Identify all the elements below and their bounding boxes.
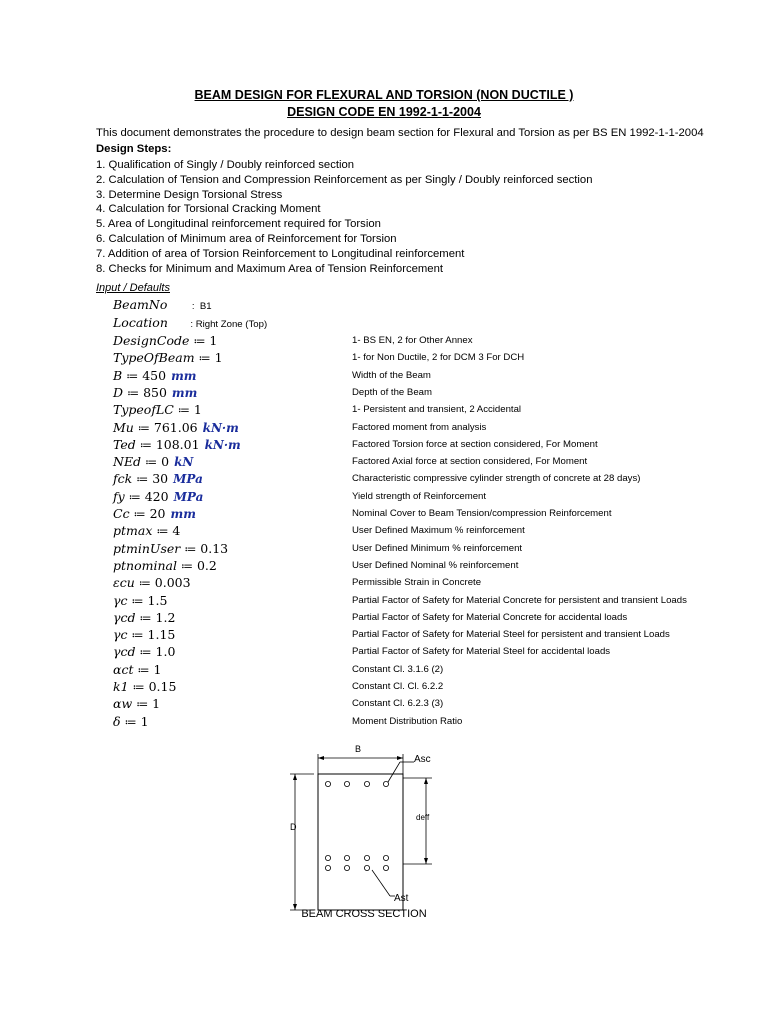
location-row: Location : Right Zone (Top) [113, 315, 268, 330]
tension-bars [325, 855, 388, 870]
assign-operator: ≔ [135, 645, 156, 660]
input-row-value [113, 385, 197, 401]
assign-operator: ≔ [189, 334, 210, 348]
input-unit: MPa [173, 489, 204, 504]
input-symbol: DesignCode [113, 333, 190, 348]
input-symbol: fck [113, 471, 133, 487]
design-step: 7. Addition of area of Torsion Reinforcement to Longitudinal reinforcement [96, 247, 465, 260]
input-description: Constant Cl. 3.1.6 (2) [352, 663, 444, 675]
label-b: B [355, 744, 362, 754]
input-row-value [113, 541, 228, 557]
assign-operator: ≔ [127, 628, 148, 643]
label-asc: Asc [414, 754, 431, 765]
input-description: Partial Factor of Safety for Material Steel for persistent and transient Loads [352, 629, 670, 641]
input-value: 1.15 [147, 627, 176, 643]
design-steps-list [96, 158, 593, 276]
input-symbol: δ [113, 713, 121, 729]
input-description: 1- for Non Ductile, 2 for DCM 3 For DCH [352, 352, 525, 364]
input-symbol: k1 [113, 679, 129, 694]
input-description: Constant Cl. Cl. 6.2.2 [352, 681, 444, 692]
input-unit: kN [174, 455, 194, 470]
input-defaults-heading: Input / Defaults [96, 282, 170, 294]
assign-operator: ≔ [133, 420, 154, 435]
input-unit: mm [170, 507, 196, 521]
input-symbol: B [113, 367, 123, 383]
input-row-value [113, 679, 176, 695]
design-steps-heading: Design Steps: [96, 143, 172, 155]
input-value: 108.01 [155, 436, 200, 452]
input-unit: kN·m [204, 437, 241, 452]
input-description: Nominal Cover to Beam Tension/compression Reinforcement [352, 508, 612, 519]
assign-operator: ≔ [135, 437, 156, 452]
input-description: Factored moment from analysis [352, 421, 487, 433]
input-description: Constant Cl. 6.2.3 (3) [352, 698, 444, 710]
assign-operator: ≔ [173, 403, 194, 418]
input-description: Factored Torsion force at section considered, For Moment [352, 438, 598, 450]
input-row-value [113, 420, 239, 436]
design-step: 5. Area of Longitudinal reinforcement required for Torsion [96, 218, 381, 231]
input-row-value [113, 368, 196, 384]
beam-no-row: BeamNo : B1 [113, 297, 212, 312]
assign-operator: ≔ [132, 697, 153, 712]
input-row-value [113, 506, 196, 522]
input-value: 1.2 [155, 609, 176, 625]
input-symbol: γcd [113, 644, 136, 660]
assign-operator: ≔ [135, 610, 156, 625]
beam-no-value: B1 [199, 301, 212, 312]
assign-operator: ≔ [122, 368, 143, 383]
input-unit: mm [171, 368, 197, 383]
input-unit: MPa [173, 472, 203, 487]
assign-operator: ≔ [141, 455, 162, 470]
input-symbol: αw [113, 696, 133, 712]
assign-operator: ≔ [133, 662, 154, 677]
input-value: 0.13 [200, 540, 229, 556]
input-row-value [113, 489, 203, 505]
input-description: Yield strength of Reinforcement [352, 490, 487, 502]
assign-operator: ≔ [128, 680, 149, 694]
input-row-value [113, 402, 202, 418]
input-symbol: TypeOfBeam [113, 350, 195, 366]
input-symbol: γc [113, 592, 128, 608]
input-description: Partial Factor of Safety for Material Concrete for accidental loads [352, 611, 628, 623]
input-symbol: D [113, 384, 124, 400]
page-title-line2: DESIGN CODE EN 1992-1-1-2004 [287, 105, 481, 119]
input-symbol: εcu [113, 575, 135, 591]
label-ast: Ast [394, 893, 409, 904]
input-symbol: γcd [113, 609, 136, 625]
input-description: User Defined Nominal % reinforcement [352, 559, 519, 571]
input-value: 30 [152, 471, 169, 487]
design-step: 3. Determine Design Torsional Stress [96, 188, 283, 201]
design-step: 1. Qualification of Singly / Doubly reinforced section [96, 159, 355, 171]
diagram-caption: BEAM CROSS SECTION [301, 908, 427, 920]
assign-operator: ≔ [152, 524, 173, 539]
input-value: 0.2 [196, 557, 217, 573]
input-value: 1 [209, 333, 218, 348]
input-description: Characteristic compressive cylinder strength of concrete at 28 days) [352, 473, 641, 485]
input-symbol: Ted [113, 436, 136, 452]
input-row-value [113, 627, 175, 643]
input-row-value [113, 610, 175, 626]
input-value: 1 [214, 350, 223, 366]
design-step: 2. Calculation of Tension and Compression Reinforcement as per Singly / Doubly reinforced section [96, 173, 593, 186]
input-value: 0 [161, 454, 170, 470]
location-value: Right Zone (Top) [195, 319, 268, 330]
input-value: 20 [149, 506, 166, 521]
assign-operator: ≔ [134, 576, 155, 591]
input-value: 1 [193, 402, 202, 418]
input-unit: mm [171, 385, 198, 400]
label-deff: deff [416, 813, 430, 822]
input-description: Permissible Strain in Concrete [352, 577, 482, 589]
input-value: 1 [140, 713, 149, 729]
input-symbol: γc [113, 627, 128, 643]
input-symbol: Mu [113, 419, 134, 435]
input-description: Width of the Beam [352, 369, 431, 381]
assign-operator: ≔ [194, 351, 215, 366]
assign-operator: ≔ [124, 489, 145, 504]
input-value: 450 [142, 367, 167, 383]
design-step: 6. Calculation of Minimum area of Reinforcement for Torsion [96, 232, 397, 245]
input-value: 420 [144, 488, 169, 504]
input-value: 1 [153, 661, 162, 677]
page-title-line1: BEAM DESIGN FOR FLEXURAL AND TORSION (NON DUCTILE ) [194, 88, 574, 102]
input-symbol: ptmax [113, 523, 153, 539]
location-symbol: Location [113, 315, 168, 330]
input-description: User Defined Maximum % reinforcement [352, 525, 525, 537]
input-row-value [113, 523, 180, 539]
input-description: Factored Axial force at section considered, For Moment [352, 456, 588, 468]
design-step: 8. Checks for Minimum and Maximum Area of Tension Reinforcement [96, 262, 443, 275]
compression-bars [325, 781, 388, 786]
intro-text: This document demonstrates the procedure to design beam section for Flexural and Torsion as per BS EN 1992-1-1-2004 [96, 127, 704, 139]
input-description: Depth of the Beam [352, 386, 432, 398]
input-value: 1 [152, 696, 161, 712]
assign-operator: ≔ [120, 714, 141, 729]
input-description: 1- BS EN, 2 for Other Annex [352, 335, 473, 346]
input-description: 1- Persistent and transient, 2 Accidental [352, 404, 522, 416]
input-symbol: αct [113, 661, 134, 677]
design-step: 4. Calculation for Torsional Cracking Moment [96, 203, 321, 216]
input-row-value [113, 454, 193, 470]
assign-operator: ≔ [180, 541, 201, 556]
input-row-value [113, 558, 217, 574]
input-value: 4 [172, 523, 181, 539]
input-unit: kN·m [202, 420, 239, 435]
assign-operator: ≔ [132, 472, 153, 487]
input-symbol: ptminUser [113, 540, 181, 556]
input-row-value [113, 437, 241, 453]
input-row-value [113, 662, 161, 678]
input-row-value [113, 593, 167, 609]
beam-section [318, 774, 403, 910]
input-description: Moment Distribution Ratio [352, 715, 463, 727]
input-row-value [113, 696, 160, 712]
input-symbol: TypeofLC [113, 402, 174, 418]
label-d: D [290, 822, 297, 832]
assign-operator: ≔ [129, 507, 150, 521]
input-row-value [113, 471, 203, 487]
input-description: Partial Factor of Safety for Material Steel for accidental loads [352, 646, 611, 658]
input-description: Partial Factor of Safety for Material Concrete for persistent and transient Loads [352, 594, 687, 606]
input-value: 1.5 [147, 592, 168, 608]
input-row-value [113, 714, 149, 730]
input-symbol: Cc [113, 506, 130, 521]
assign-operator: ≔ [176, 558, 197, 573]
input-symbol: ptnominal [113, 557, 177, 573]
input-value: 0.003 [154, 575, 191, 591]
input-row-value [113, 575, 191, 591]
input-row-value [113, 644, 175, 660]
input-row-value [113, 350, 223, 366]
input-value: 1.0 [155, 644, 176, 660]
beam-no-symbol: BeamNo [113, 297, 168, 312]
input-row-value [113, 333, 217, 349]
input-symbol: NEd [113, 454, 142, 470]
assign-operator: ≔ [127, 593, 148, 608]
input-value: 761.06 [153, 419, 198, 435]
input-value: 0.15 [148, 679, 177, 694]
input-value: 850 [143, 384, 167, 400]
input-description: User Defined Minimum % reinforcement [352, 542, 523, 554]
input-symbol: fy [113, 488, 125, 504]
beam-cross-section-diagram [282, 740, 462, 930]
assign-operator: ≔ [123, 385, 144, 400]
